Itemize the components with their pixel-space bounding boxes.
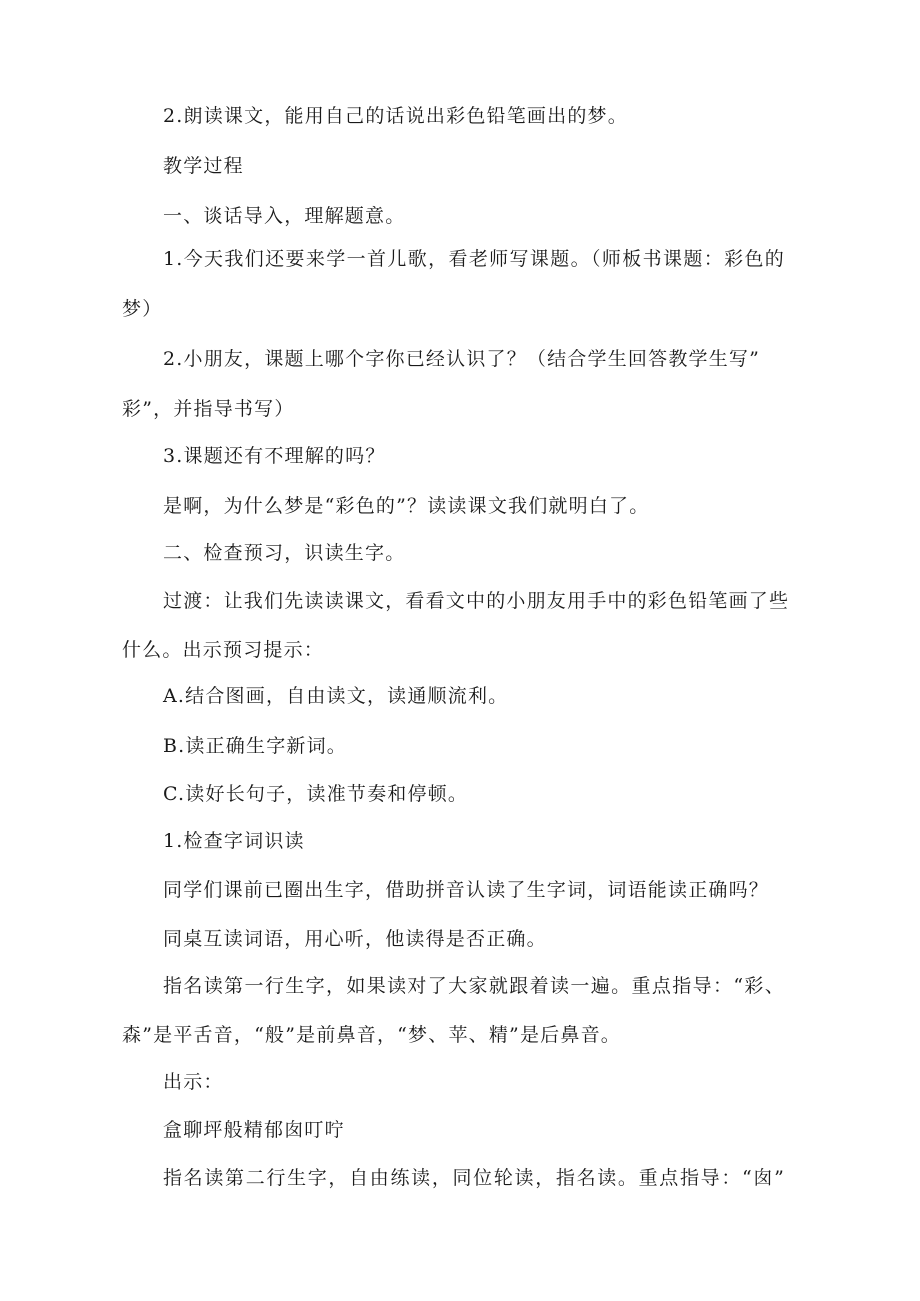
step-2-line-1: 2.小朋友，课题上哪个字你已经认识了？（结合学生回答教学生写”: [163, 348, 761, 370]
transition-line-1: 过渡：让我们先读读课文，看看文中的小朋友用手中的彩色铅笔画了些: [163, 590, 790, 612]
section-heading-2: 二、检查预习，识读生字。: [163, 542, 406, 564]
step-2-line-2: 彩”，并指导书写）: [122, 398, 295, 420]
step-1-line-2: 梦）: [122, 298, 163, 320]
paragraph-students-circled: 同学们课前已圈出生字，借助拼音认读了生字词，词语能读正确吗？: [163, 879, 770, 901]
paragraph-first-row-line-1: 指名读第一行生字，如果读对了大家就跟着读一遍。重点指导：“彩、: [163, 975, 785, 997]
preview-tip-a: A.结合图画，自由读文，读通顺流利。: [163, 685, 509, 707]
paragraph-second-row: 指名读第二行生字，自由练读，同位轮读，指名读。重点指导：“囱”: [163, 1167, 785, 1189]
paragraph-why-colorful: 是啊，为什么梦是“彩色的”？读读课文我们就明白了。: [163, 495, 650, 517]
character-list: 盒聊坪般精郁囱叮咛: [163, 1119, 345, 1141]
objective-2: 2.朗读课文，能用自己的话说出彩色铅笔画出的梦。: [163, 105, 628, 127]
section-heading-1: 一、谈话导入，理解题意。: [163, 205, 406, 227]
subsection-check-words: 1.检查字词识读: [163, 830, 305, 852]
paragraph-first-row-line-2: 森”是平舌音，“般”是前鼻音，“梦、苹、精”是后鼻音。: [122, 1024, 621, 1046]
section-teaching-process: 教学过程: [163, 155, 244, 177]
label-show: 出示：: [163, 1071, 224, 1093]
preview-tip-b: B.读正确生字新词。: [163, 735, 348, 757]
step-1-line-1: 1.今天我们还要来学一首儿歌，看老师写课题。（师板书课题：彩色的: [163, 248, 785, 270]
preview-tip-c: C.读好长句子，读准节奏和停顿。: [163, 783, 469, 805]
step-3: 3.课题还有不理解的吗？: [163, 445, 386, 467]
transition-line-2: 什么。出示预习提示：: [122, 639, 325, 661]
paragraph-deskmate-read: 同桌互读词语，用心听，他读得是否正确。: [163, 928, 547, 950]
